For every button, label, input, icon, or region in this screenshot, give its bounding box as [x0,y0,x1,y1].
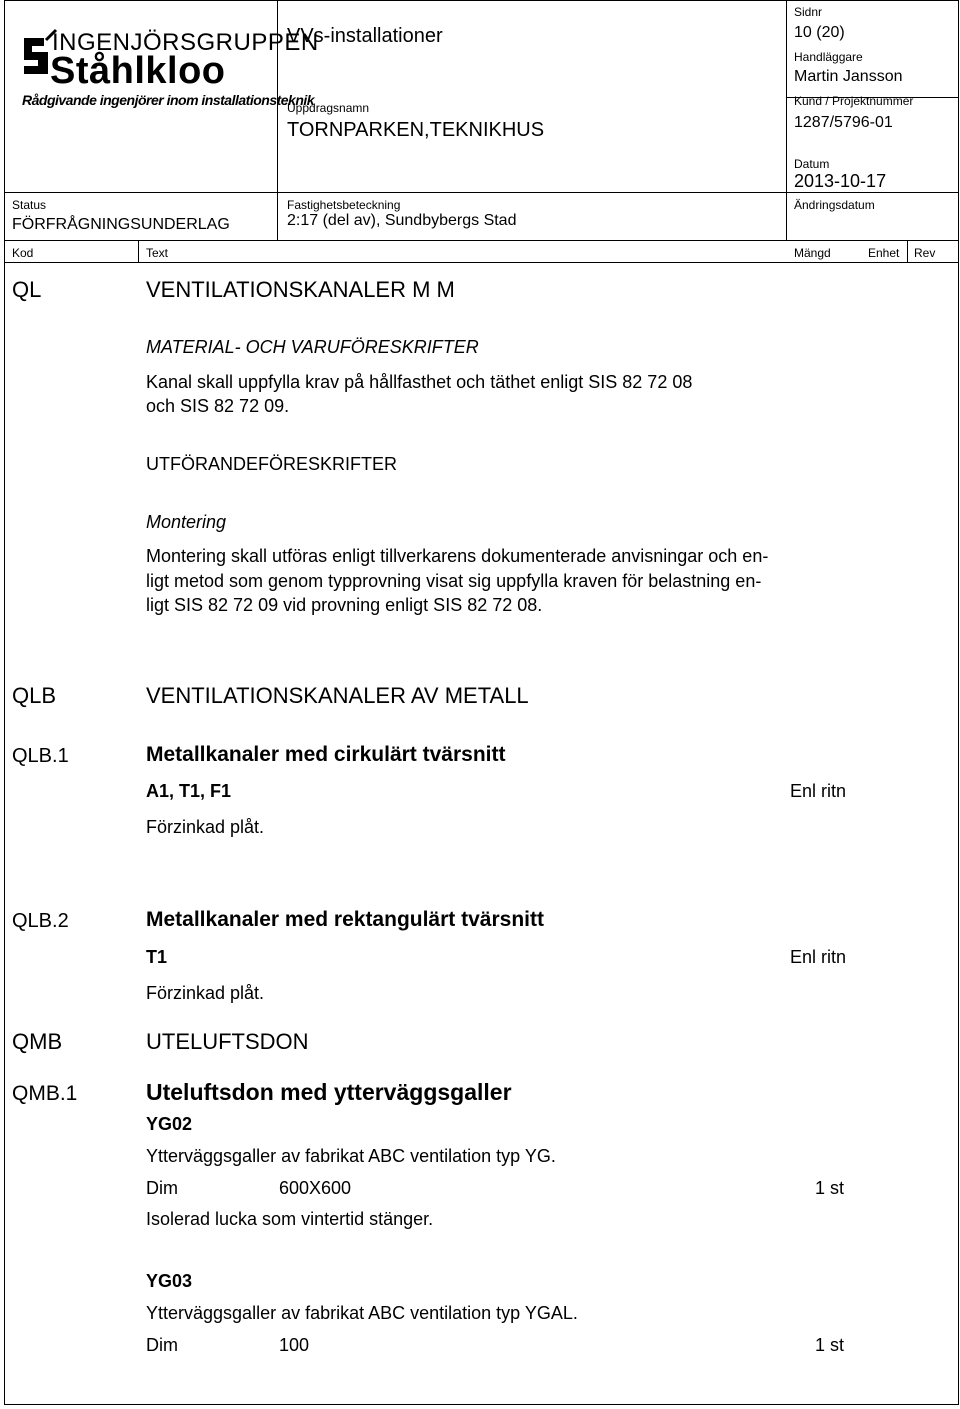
qmb1-title: Uteluftsdon med ytterväggsgaller [146,1079,512,1105]
uppdragsnamn-value: TORNPARKEN,TEKNIKHUS [287,119,545,141]
andringsdatum-label: Ändringsdatum [794,198,875,212]
column-rev: Rev [914,246,936,260]
yg02-qty: 1 st [815,1178,845,1198]
qlb1-types: A1, T1, F1 [146,781,232,801]
handlaggare-label: Handläggare [794,50,863,64]
montering-heading: Montering [146,512,227,532]
fastighet-label: Fastighetsbeteckning [287,198,401,212]
ql-code: QL [12,277,42,302]
kund-value: 1287/5796-01 [794,114,893,131]
fastighet-value: 2:17 (del av), Sundbybergs Stad [287,212,517,229]
status-value: FÖRFRÅGNINGSUNDERLAG [12,216,230,233]
logo-line1: INGENJÖRSGRUPPEN [52,29,319,56]
qlb2-code: QLB.2 [12,910,69,932]
column-text: Text [146,246,169,260]
yg02-dim-label: Dim [146,1178,178,1198]
datum-value: 2013-10-17 [794,171,887,191]
status-label: Status [12,198,47,212]
document-title: VVs-installationer [287,25,443,47]
material-heading: MATERIAL- OCH VARUFÖRESKRIFTER [146,337,479,357]
qlb2-title: Metallkanaler med rektangulärt tvärsnitt [146,908,544,931]
column-divider-kod [138,240,139,262]
yg02-desc: Ytterväggsgaller av fabrikat ABC ventilation typ YG. [146,1146,556,1166]
yg03-dim-value: 100 [279,1335,310,1355]
qlb1-code: QLB.1 [12,745,69,767]
qlb2-qty: Enl ritn [790,947,847,967]
qlb1-title: Metallkanaler med cirkulärt tvärsnitt [146,743,506,766]
handlaggare-value: Martin Jansson [794,68,903,85]
qlb2-types: T1 [146,947,168,967]
yg02-dim-value: 600X600 [279,1178,352,1198]
material-line2: och SIS 82 72 09. [146,396,290,416]
column-enhet: Enhet [868,246,900,260]
yg03-desc: Ytterväggsgaller av fabrikat ABC ventilation typ YGAL. [146,1303,578,1323]
yg02-title: YG02 [146,1114,193,1134]
qlb1-material: Förzinkad plåt. [146,817,265,837]
montering-line3: ligt SIS 82 72 09 vid provning enligt SIS 82 72 08. [146,595,543,615]
datum-label: Datum [794,157,830,171]
yg02-note: Isolerad lucka som vintertid stänger. [146,1209,434,1229]
yg03-title: YG03 [146,1271,193,1291]
qlb-title: VENTILATIONSKANALER AV METALL [146,683,529,708]
column-header-line [4,262,959,263]
montering-line1: Montering skall utföras enligt tillverkarens dokumenterade anvisningar och en- [146,546,769,566]
uppdragsnamn-label: Uppdragsnamn [287,101,370,115]
column-mangd: Mängd [794,246,831,260]
material-line1: Kanal skall uppfylla krav på hållfasthet och täthet enligt SIS 82 72 08 [146,372,693,392]
header-divider-datum [786,192,959,193]
column-divider-rev [907,240,908,262]
utforande-heading: UTFÖRANDEFÖRESKRIFTER [146,454,398,474]
header-divider-right [786,0,787,240]
sidnr-label: Sidnr [794,5,823,19]
qmb-title: UTELUFTSDON [146,1029,309,1054]
logo-line3: Rådgivande ingenjörer inom installationsteknik [22,92,315,108]
qmb-code: QMB [12,1029,63,1054]
montering-line2: ligt metod som genom typprovning visat sig uppfylla kraven för belastning en- [146,571,762,591]
yg03-qty: 1 st [815,1335,845,1355]
sidnr-value: 10 (20) [794,24,845,41]
kund-label: Kund / Projektnummer [794,94,914,108]
qmb1-code: QMB.1 [12,1082,78,1105]
ql-title: VENTILATIONSKANALER M M [146,277,455,302]
yg03-dim-label: Dim [146,1335,178,1355]
qlb2-material: Förzinkad plåt. [146,983,265,1003]
header-bottom-line [4,240,959,241]
qlb-code: QLB [12,683,57,708]
qlb1-qty: Enl ritn [790,781,847,801]
column-kod: Kod [12,246,34,260]
logo-line2: Ståhlkloo [50,50,226,92]
